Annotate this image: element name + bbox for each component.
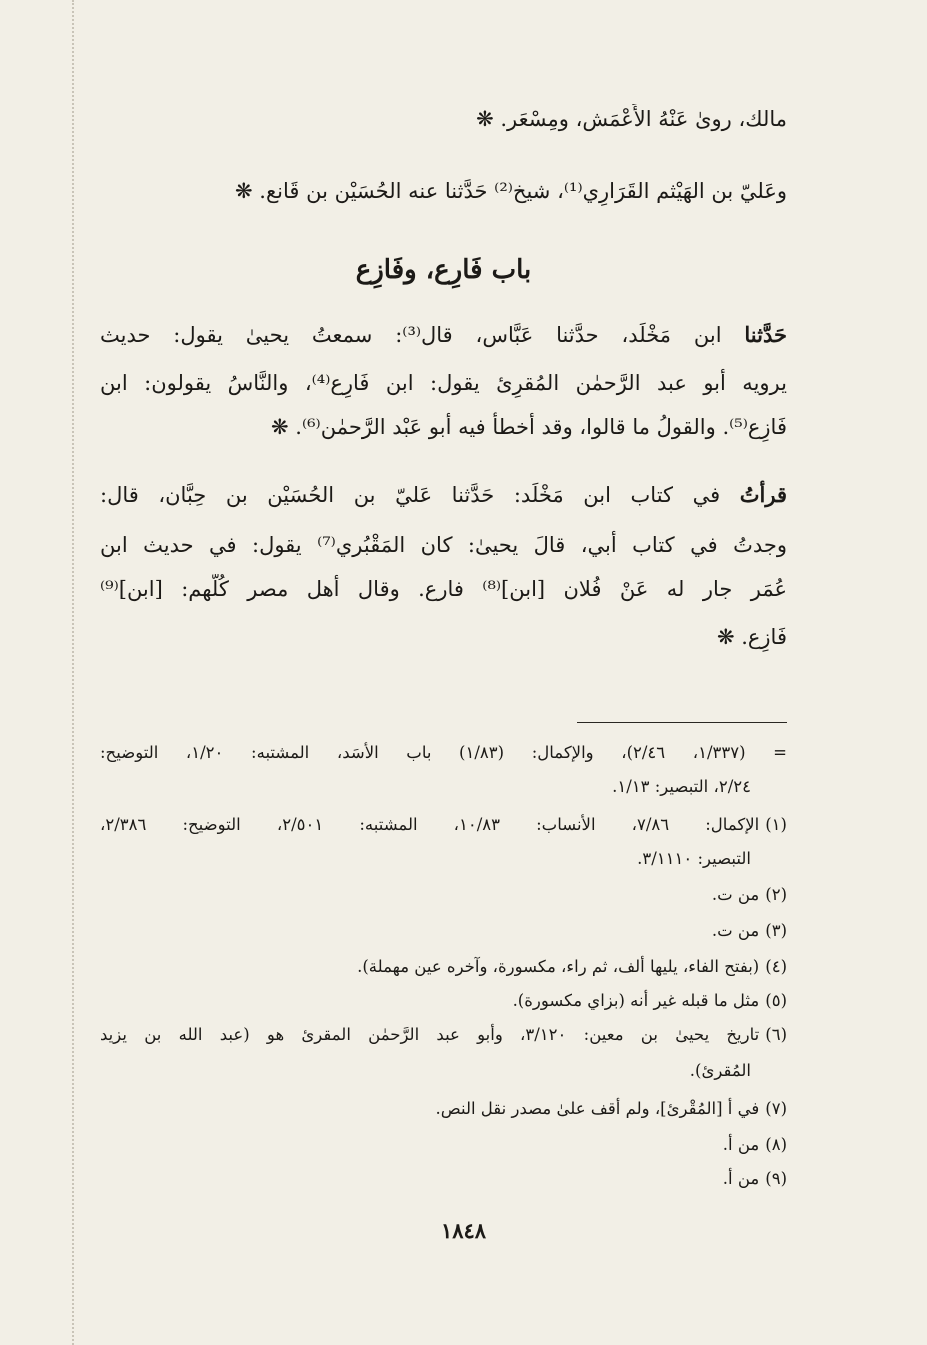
paragraph-1-line-3: فَازِع⁽⁵⁾. والقولُ ما قالوا، وقد أخطأ فيه أبو عَبْد الرَّحمٰن⁽⁶⁾. ❋ [271,415,787,439]
footnote-2 [100,882,787,908]
paragraph-2-line-2: وجدتُ في كتاب أبي، قالَ يحيىٰ: كان المَقْبُري⁽⁷⁾ يقول: في حديث ابن [100,533,787,557]
paragraph-2-lead-word: قرأتُ [739,482,787,507]
footnote-1 [100,812,787,838]
footnote-text: الإكمال: ٧/٨٦، الأنساب: ١٠/٨٣، المشتبه: ٢/٥٠١، التوضيح: ٢/٣٨٦، [100,815,760,834]
footnote-number: (٩) [765,1169,787,1188]
footnote-6 [100,1022,787,1048]
footnote-number: (٤) [765,957,787,976]
footnote-3 [100,918,787,944]
footnote-number: (٨) [765,1135,787,1154]
paragraph-1-line-1 [100,320,787,350]
footnote-text: تاريخ يحيىٰ بن معين: ٣/١٢٠، وأبو عبد الرَّحمٰن المقرئ هو (عبد الله بن يزيد [100,1025,760,1044]
footnote-number: (٥) [765,991,787,1010]
entry-line-malik: مالك، روىٰ عَنْهُ الأَعْمَش، ومِسْعَر. ❋ [476,107,787,131]
paragraph-2-line-1 [100,480,787,510]
footnote-text: مثل ما قبله غير أنه (بزاي مكسورة). [512,991,760,1010]
section-heading: باب فَارِع، وفَازِع [355,255,532,285]
footnote-number: (٦) [765,1025,787,1044]
paragraph-2-line-4: فَازِع. ❋ [716,625,787,649]
footnote-number: (٢) [765,885,787,904]
footnote-7 [100,1096,787,1122]
paragraph-2-line-3: عُمَر جار له عَنْ فُلان [ابن]⁽⁸⁾ فارع. وقال أهل مصر كُلّهم: [ابن]⁽⁹⁾ [100,577,787,601]
footnote-text: في أ [المُقْرئ]، ولم أقف علىٰ مصدر نقل النص. [435,1099,760,1118]
paragraph-1-lead-word: حَدَّثنا [744,322,787,347]
footnote-continuation-line-1: = (١/٣٣٧، ٢/٤٦)، والإكمال: (١/٨٣) باب الأسَد، المشتبه: ١/٢٠، التوضيح: [100,743,787,762]
paragraph-1-line-2: يرويه أبو عبد الرَّحمٰن المُقرِئ يقول: ابن فَارِع⁽⁴⁾، والنَّاسُ يقولون: ابن [100,371,787,395]
footnote-9 [100,1166,787,1192]
footnote-4 [100,954,787,980]
paragraph-1-line-1-text: ابن مَخْلَد، حدَّثنا عَبَّاس، قال⁽³⁾: سمعتُ يحيىٰ يقول: حديث [100,323,722,347]
entry-line-ali-qarari: وعَليّ بن الهَيْثم القَرَارِي⁽¹⁾، شيخ⁽²⁾ حَدَّثنا عنه الحُسَيْن بن قَانع. ❋ [235,179,787,203]
footnote-5 [100,988,787,1014]
footnote-1-continuation: التبصير: ٣/١١١٠. [637,849,751,868]
footnote-text: (بفتح الفاء، يليها ألف، ثم راء، مكسورة، وآخره عين مهملة). [357,957,760,976]
footnote-separator [577,722,787,723]
footnote-text: من ت. [711,921,760,940]
footnote-continuation-line-2: ٢/٢٤، التبصير: ١/١٣. [612,777,751,796]
binding-margin-dots [72,0,74,1345]
footnote-text: من أ. [722,1169,760,1188]
footnote-number: (١) [765,815,787,834]
footnote-number: (٣) [765,921,787,940]
page-number: ١٨٤٨ [440,1218,487,1243]
footnote-number: (٧) [765,1099,787,1118]
footnote-text: من أ. [722,1135,760,1154]
footnote-8 [100,1132,787,1158]
paragraph-2-line-1-text: في كتاب ابن مَخْلَد: حَدَّثنا عَليّ بن الحُسَيْن بن حِبَّان، قال: [100,483,721,507]
footnote-6-continuation: المُقرئ). [689,1061,751,1080]
footnote-text: من ت. [711,885,760,904]
